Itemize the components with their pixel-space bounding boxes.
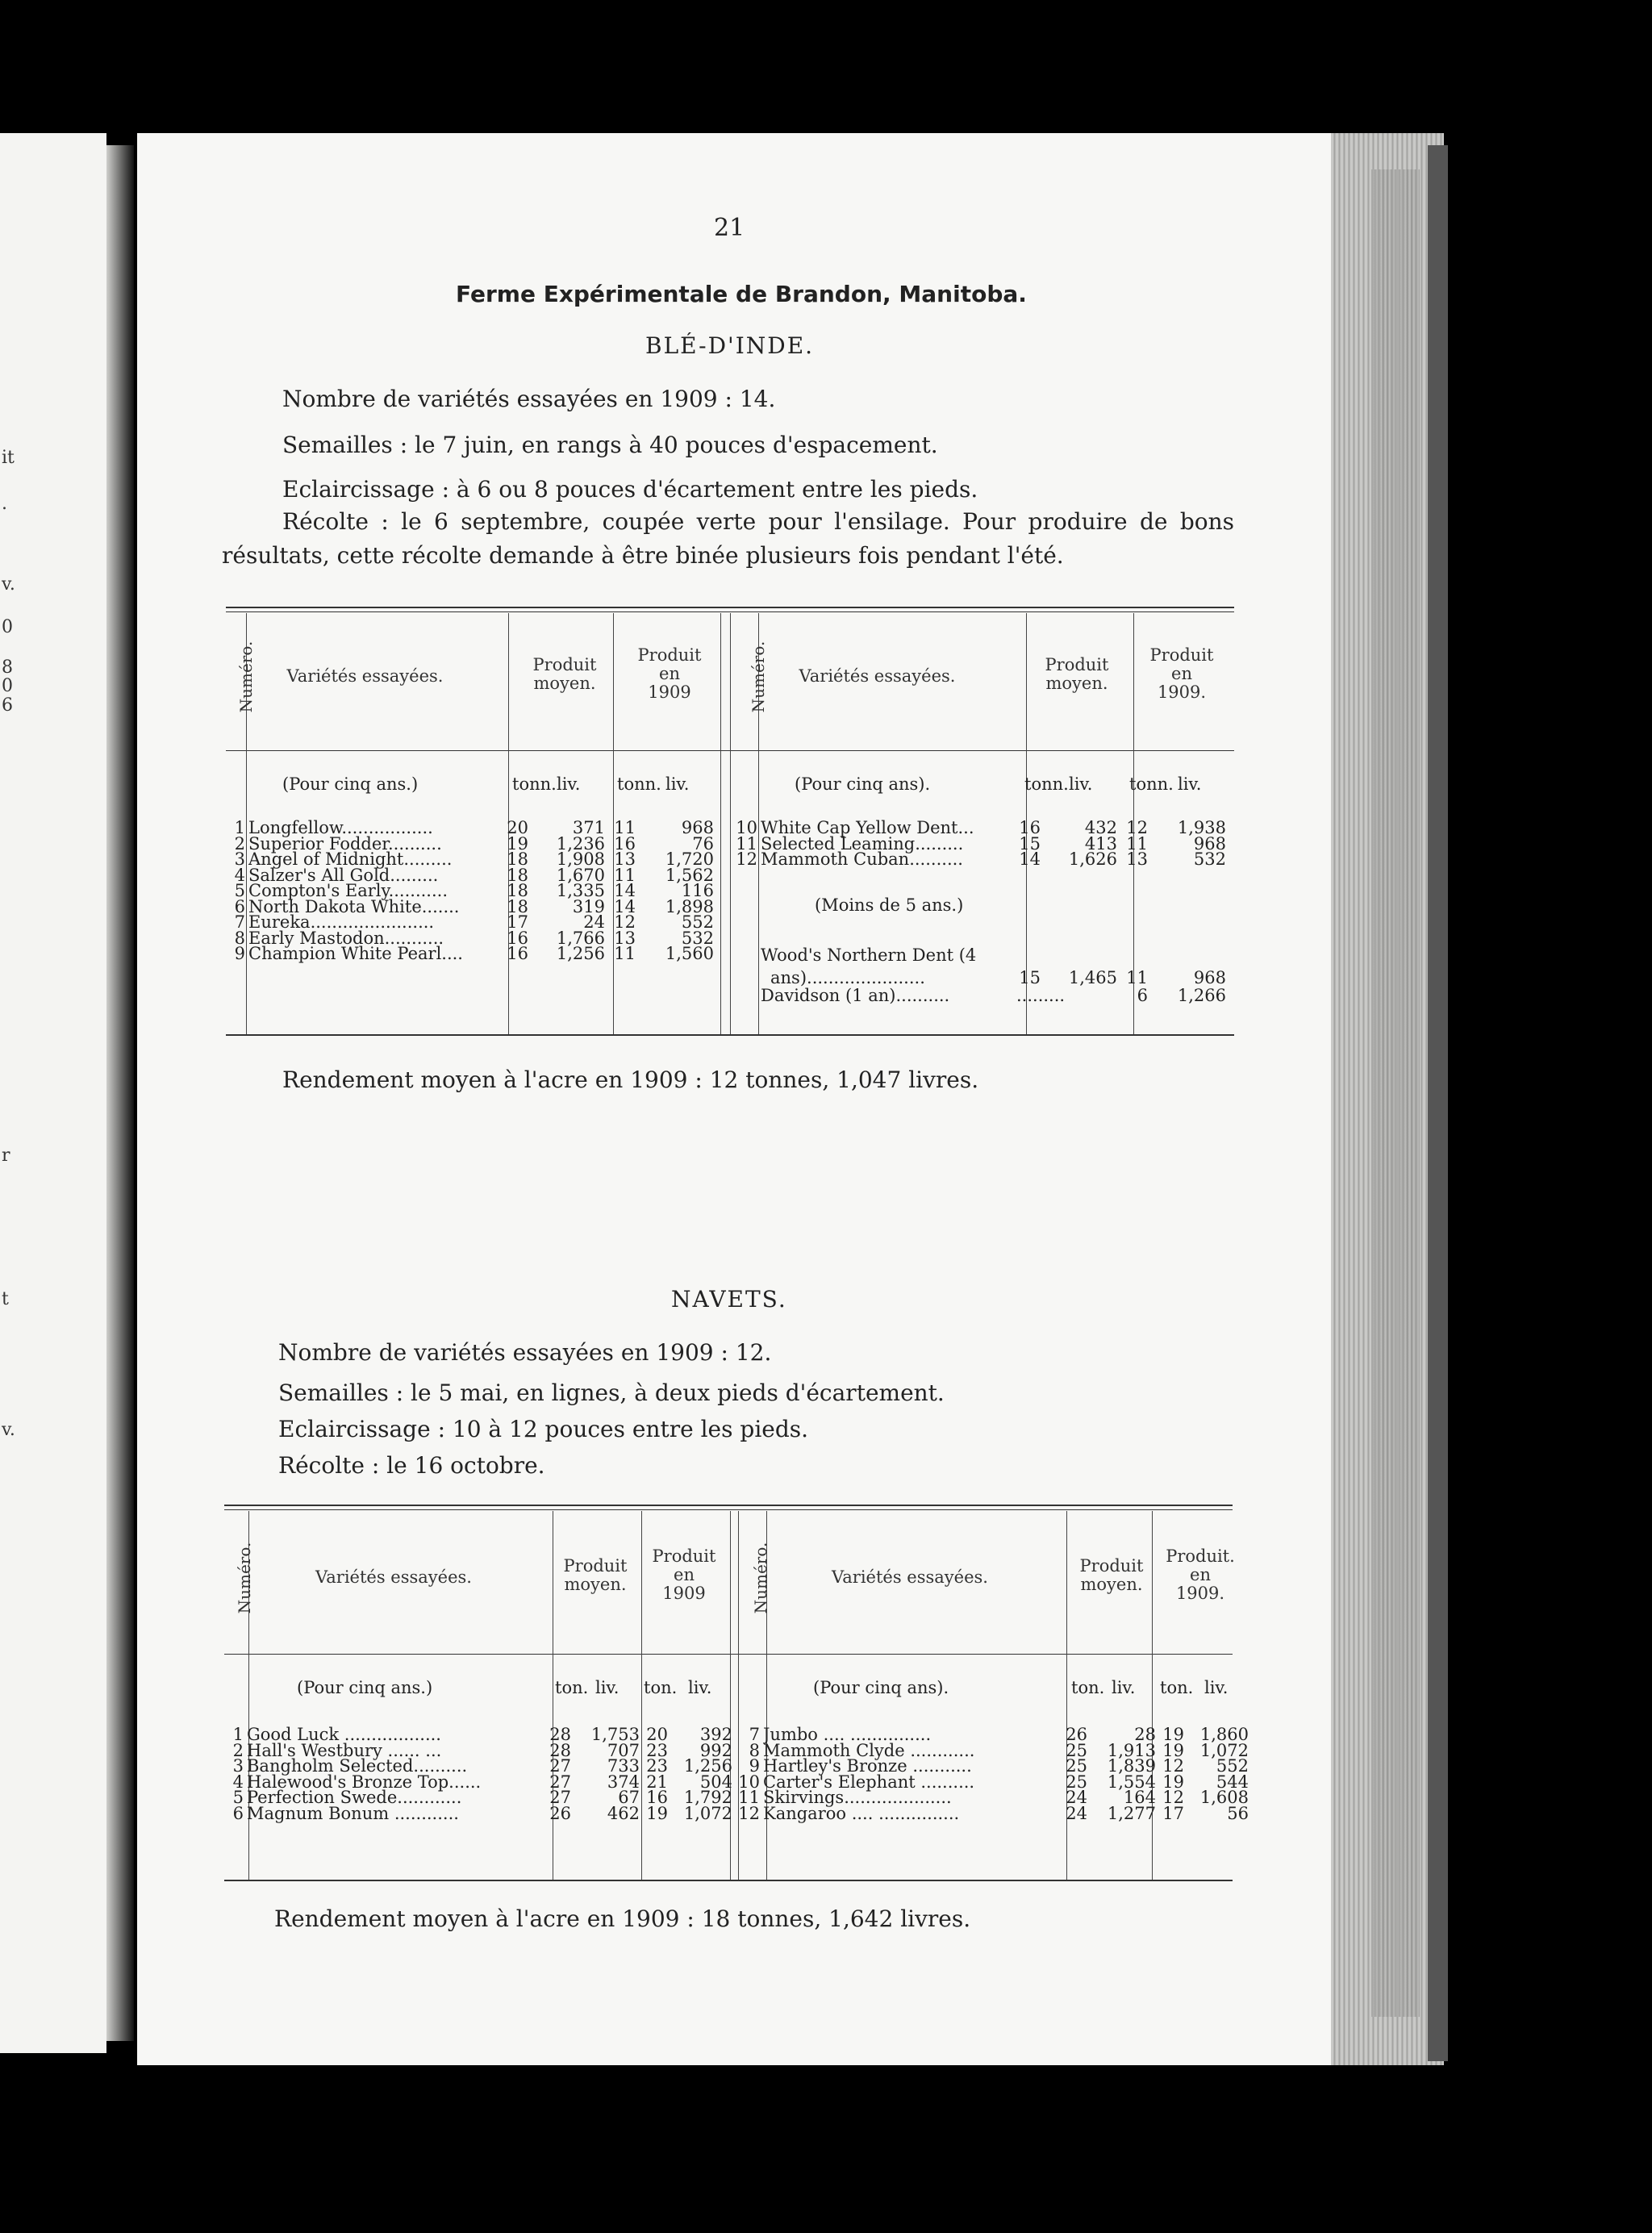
facing-page-fragment: t (2, 1289, 9, 1309)
mean-tons: 19 (507, 833, 528, 854)
header-line: 1909. (1157, 682, 1207, 703)
header-line: 1909 (662, 1583, 706, 1603)
yield-tons: 11 (614, 818, 636, 837)
yield-pounds: 1,938 (1177, 818, 1226, 837)
mean-pounds: 1,554 (1107, 1772, 1156, 1792)
yield-tons: 13 (614, 928, 636, 948)
column-header-numero: Numéro. (749, 641, 768, 713)
yield-tons: 12 (614, 912, 636, 932)
unit-label: liv. (1178, 774, 1202, 794)
unit-label: liv. (1069, 774, 1093, 794)
yield-pounds: 1,072 (1199, 1740, 1249, 1760)
column-divider (730, 613, 731, 1034)
variety-name: Longfellow................. (248, 818, 433, 837)
mean-tons: 24 (1066, 1788, 1087, 1807)
variety-name: Carter's Elephant .......... (763, 1772, 975, 1792)
yield-tons: 12 (1126, 818, 1148, 837)
yield-tons: 12 (1162, 1788, 1184, 1807)
yield-pounds: 504 (699, 1772, 732, 1792)
corn-paragraph: Récolte : le 6 septembre, coupée verte pour l'ensilage. Pour produire de bons (282, 508, 1234, 535)
mean-pounds: 28 (1134, 1725, 1156, 1744)
yield-tons: 21 (646, 1772, 668, 1792)
row-number: 4 (234, 865, 245, 885)
mean-pounds: 1,335 (556, 881, 605, 900)
header-line: Produit (652, 1546, 716, 1566)
mean-tons: 16 (1019, 818, 1041, 837)
unit-label: liv. (688, 1678, 712, 1697)
table-top-rule (224, 1505, 1233, 1506)
column-header-produit-1909 (621, 646, 718, 702)
yield-pounds: 392 (699, 1725, 732, 1744)
yield-tons: 17 (1162, 1803, 1184, 1823)
mean-pounds: 1,839 (1107, 1756, 1156, 1776)
unit-label: tonn. (1024, 774, 1069, 794)
mean-tons: 18 (507, 881, 528, 900)
mean-tons: 18 (507, 865, 528, 885)
header-line: Produit (1149, 645, 1214, 665)
variety-name: Magnum Bonum ............ (247, 1803, 459, 1823)
row-number: 10 (736, 818, 757, 837)
mean-pounds: 1,256 (556, 944, 605, 963)
variety-name: Davidson (1 an).......... (761, 986, 950, 1005)
yield-pounds: 56 (1227, 1803, 1249, 1823)
row-number: 1 (232, 1725, 244, 1744)
mean-pounds: 1,670 (556, 865, 605, 885)
yield-pounds: 1,072 (683, 1803, 732, 1823)
header-line: Produit (1079, 1555, 1144, 1576)
mean-pounds: 1,465 (1068, 968, 1117, 987)
variety-name: White Cap Yellow Dent... (761, 818, 974, 837)
variety-name: Salzer's All Gold......... (248, 865, 439, 885)
yield-pounds: 968 (1193, 968, 1226, 987)
corn-section-title: BLÉ-D'INDE. (645, 332, 815, 359)
header-line: en (674, 1564, 695, 1584)
subnote: (Pour cinq ans.) (297, 1678, 433, 1697)
header-line: moyen. (533, 674, 596, 694)
yield-tons: 13 (614, 849, 636, 869)
yield-pounds: 1,266 (1177, 986, 1226, 1005)
yield-tons: 11 (1126, 968, 1148, 987)
yield-tons: 20 (646, 1725, 668, 1744)
yield-tons: 23 (646, 1740, 668, 1760)
header-line: Produit. (1166, 1546, 1235, 1566)
yield-pounds: 1,560 (665, 944, 714, 963)
yield-pounds: 1,608 (1199, 1788, 1249, 1807)
mean-tons: 15 (1019, 833, 1041, 854)
variety-name: Kangaroo .... ............... (763, 1803, 960, 1823)
mean-tons: 18 (507, 849, 528, 869)
subnote: (Pour cinq ans.) (282, 774, 419, 794)
variety-name: Mammoth Clyde ............ (763, 1740, 975, 1760)
unit-label: liv. (665, 774, 690, 794)
yield-pounds: 552 (1216, 1756, 1249, 1776)
unit-label: liv. (1204, 1678, 1229, 1697)
yield-tons: 19 (1162, 1725, 1184, 1744)
mean-pounds: 733 (607, 1756, 640, 1776)
mean-pounds: 1,753 (590, 1725, 640, 1744)
mean-tons: 14 (1019, 849, 1041, 869)
table-top-rule (226, 611, 1234, 612)
yield-pounds: 968 (681, 818, 714, 837)
yield-pounds: 968 (1193, 833, 1226, 854)
variety-name: Bangholm Selected.......... (247, 1756, 468, 1776)
header-line: 1909 (648, 682, 691, 703)
header-line: moyen. (1045, 674, 1108, 694)
variety-name: Skirvings.................... (763, 1788, 952, 1807)
facing-page-edge (0, 133, 106, 2053)
mean-tons: 25 (1066, 1756, 1087, 1776)
book-cover-edge (1428, 145, 1448, 2061)
facing-page-fragment: it (2, 448, 15, 468)
yield-tons: 19 (1162, 1772, 1184, 1792)
book-gutter (106, 145, 134, 2041)
header-line: moyen. (564, 1574, 627, 1594)
corn-paragraph: Semailles : le 7 juin, en rangs à 40 pouces d'espacement. (282, 432, 938, 458)
corn-paragraph: résultats, cette récolte demande à être binée plusieurs fois pendant l'été. (222, 542, 1064, 569)
subnote: (Pour cinq ans). (813, 1678, 949, 1697)
row-number: 6 (234, 896, 245, 916)
yield-pounds: 116 (681, 881, 714, 900)
row-number: 4 (232, 1772, 244, 1792)
mean-pounds: 67 (618, 1788, 640, 1807)
header-line: en (1171, 664, 1192, 684)
header-line: moyen. (1080, 1574, 1143, 1594)
mean-pounds: 1,626 (1068, 849, 1117, 869)
dot-leader: ......... (1016, 986, 1066, 1005)
yield-tons: 19 (646, 1803, 668, 1823)
turnip-paragraph: Semailles : le 5 mai, en lignes, à deux pieds d'écartement. (278, 1379, 945, 1406)
table-bottom-rule (224, 1880, 1233, 1881)
yield-pounds: 552 (681, 912, 714, 932)
facing-page-fragment: v. (2, 574, 15, 595)
row-number: 1 (234, 818, 245, 837)
yield-tons: 11 (614, 944, 636, 963)
mean-tons: 27 (549, 1756, 571, 1776)
header-line: Produit (1045, 655, 1109, 674)
mean-tons: 17 (507, 912, 528, 932)
table-top-rule (226, 607, 1234, 608)
mean-tons: 27 (549, 1772, 571, 1792)
turnip-paragraph: Nombre de variétés essayées en 1909 : 12. (278, 1339, 772, 1366)
variety-name: Champion White Pearl.... (248, 944, 463, 963)
mean-pounds: 374 (607, 1772, 640, 1792)
mean-pounds: 432 (1084, 818, 1117, 837)
variety-name: Jumbo .... ............... (763, 1725, 932, 1744)
unit-label: liv. (1112, 1678, 1136, 1697)
mean-pounds: 1,908 (556, 849, 605, 869)
yield-tons: 11 (614, 865, 636, 885)
corn-paragraph: Eclaircissage : à 6 ou 8 pouces d'écartement entre les pieds. (282, 476, 978, 503)
column-divider (720, 613, 721, 1034)
mean-tons: 26 (549, 1803, 571, 1823)
column-header-produit-moyen (551, 1557, 640, 1594)
yield-tons: 11 (1126, 833, 1148, 854)
column-header-numero: Numéro. (235, 1542, 254, 1613)
page-heading: Ferme Expérimentale de Brandon, Manitoba. (456, 281, 1027, 307)
table-bottom-rule (226, 1034, 1234, 1036)
yield-tons: 13 (1126, 849, 1148, 869)
variety-name: Selected Leaming......... (761, 833, 964, 854)
column-divider (738, 1511, 739, 1880)
facing-page-fragment: 0 (2, 617, 13, 637)
facing-page-fragment: 6 (2, 695, 13, 716)
row-number: 2 (234, 833, 245, 854)
column-header-numero: Numéro. (751, 1542, 770, 1613)
row-number: 11 (736, 833, 757, 854)
variety-name: Good Luck .................. (247, 1725, 441, 1744)
yield-pounds: 1,256 (683, 1756, 732, 1776)
header-line: Produit (637, 645, 702, 665)
column-header-produit-moyen (516, 656, 613, 693)
mean-pounds: 1,236 (556, 833, 605, 854)
turnip-paragraph: Récolte : le 16 octobre. (278, 1452, 545, 1479)
column-divider (730, 1511, 731, 1880)
variety-name: Hall's Westbury ...... ... (247, 1740, 442, 1760)
column-header-varietes: Variétés essayées. (315, 1567, 472, 1587)
row-number: 7 (234, 912, 245, 932)
variety-name: Hartley's Bronze ........... (763, 1756, 972, 1776)
column-header-varietes: Variétés essayées. (286, 666, 444, 686)
mean-pounds: 319 (572, 896, 605, 916)
page-number: 21 (714, 214, 745, 242)
unit-label: ton. (644, 1678, 678, 1697)
turnip-yield-line: Rendement moyen à l'acre en 1909 : 18 tonnes, 1,642 livres. (274, 1905, 971, 1932)
row-number: 2 (232, 1740, 244, 1760)
facing-page-fragment: r (2, 1146, 10, 1166)
variety-name: Halewood's Bronze Top...... (247, 1772, 482, 1792)
mean-tons: 27 (549, 1788, 571, 1807)
unit-label: tonn. (1129, 774, 1174, 794)
mean-pounds: 707 (607, 1740, 640, 1760)
yield-pounds: 1,792 (683, 1788, 732, 1807)
mean-tons: 15 (1019, 968, 1041, 987)
yield-tons: 23 (646, 1756, 668, 1776)
corn-yield-line: Rendement moyen à l'acre en 1909 : 12 tonnes, 1,047 livres. (282, 1066, 979, 1093)
column-header-produit-moyen (1067, 1557, 1156, 1594)
row-number: 12 (736, 849, 757, 869)
mean-tons: 24 (1066, 1803, 1087, 1823)
column-header-varietes: Variétés essayées. (832, 1567, 988, 1587)
mean-tons: 25 (1066, 1740, 1087, 1760)
unit-label: liv. (557, 774, 581, 794)
row-number: 9 (749, 1756, 760, 1776)
mean-tons: 20 (507, 818, 528, 837)
mean-tons: 25 (1066, 1772, 1087, 1792)
mean-tons: 28 (549, 1725, 571, 1744)
turnip-paragraph: Eclaircissage : 10 à 12 pouces entre les pieds. (278, 1416, 809, 1442)
yield-tons: 14 (614, 896, 636, 916)
row-number: 3 (232, 1756, 244, 1776)
facing-page-fragment: 0 (2, 676, 13, 696)
unit-label: liv. (595, 1678, 620, 1697)
row-number: 8 (234, 928, 245, 948)
facing-page-fragment: v. (2, 1420, 15, 1440)
yield-tons: 19 (1162, 1740, 1184, 1760)
header-line: Produit (532, 655, 597, 674)
unit-label: ton. (1071, 1678, 1105, 1697)
header-line: 1909. (1175, 1583, 1225, 1603)
yield-pounds: 1,898 (665, 896, 714, 916)
row-number: 7 (749, 1725, 760, 1744)
column-header-produit-1909 (1156, 1547, 1245, 1603)
page-stack-shadow (1371, 169, 1420, 2017)
row-number: 3 (234, 849, 245, 869)
column-header-numero: Numéro. (236, 641, 256, 713)
yield-pounds: 76 (692, 833, 714, 854)
header-line: en (1190, 1564, 1211, 1584)
unit-label: ton. (555, 1678, 589, 1697)
variety-name: Compton's Early........... (248, 881, 448, 900)
mean-pounds: 1,766 (556, 928, 605, 948)
row-number: 12 (738, 1803, 760, 1823)
row-number: 8 (749, 1740, 760, 1760)
mean-tons: 28 (549, 1740, 571, 1760)
row-number: 11 (738, 1788, 760, 1807)
variety-name: Angel of Midnight......... (248, 849, 453, 869)
mean-pounds: 371 (572, 818, 605, 837)
yield-pounds: 992 (699, 1740, 732, 1760)
variety-name: Eureka....................... (248, 912, 435, 932)
subnote: (Pour cinq ans). (795, 774, 931, 794)
mean-pounds: 1,913 (1107, 1740, 1156, 1760)
yield-pounds: 532 (681, 928, 714, 948)
mean-pounds: 164 (1123, 1788, 1156, 1807)
yield-pounds: 532 (1193, 849, 1226, 869)
row-number: 5 (232, 1788, 244, 1807)
header-line: Produit (563, 1555, 628, 1576)
variety-name: North Dakota White....... (248, 896, 460, 916)
column-header-produit-1909 (1133, 646, 1230, 702)
mean-pounds: 24 (583, 912, 605, 932)
mean-tons: 18 (507, 896, 528, 916)
row-number: 10 (738, 1772, 760, 1792)
mean-pounds: 413 (1084, 833, 1117, 854)
mean-tons: 16 (507, 928, 528, 948)
table-header-rule (224, 1654, 1233, 1655)
yield-pounds: 544 (1216, 1772, 1249, 1792)
yield-pounds: 1,562 (665, 865, 714, 885)
yield-tons: 6 (1137, 986, 1148, 1005)
row-number: 9 (234, 944, 245, 963)
variety-name: ans)...................... (770, 968, 925, 987)
mean-pounds: 462 (607, 1803, 640, 1823)
mean-pounds: 1,277 (1107, 1803, 1156, 1823)
unit-label: ton. (1160, 1678, 1194, 1697)
yield-pounds: 1,860 (1199, 1725, 1249, 1744)
mean-tons: 16 (507, 944, 528, 963)
variety-name: Early Mastodon........... (248, 928, 444, 948)
column-header-produit-1909 (640, 1547, 728, 1603)
header-line: en (659, 664, 680, 684)
variety-name: Mammoth Cuban.......... (761, 849, 963, 869)
variety-name: Perfection Swede............ (247, 1788, 462, 1807)
mean-tons: 26 (1066, 1725, 1087, 1744)
right-subheading: (Moins de 5 ans.) (815, 895, 964, 915)
variety-name: Superior Fodder.......... (248, 833, 442, 854)
yield-tons: 16 (646, 1788, 668, 1807)
yield-pounds: 1,720 (665, 849, 714, 869)
corn-paragraph: Nombre de variétés essayées en 1909 : 14. (282, 386, 776, 412)
variety-name: Wood's Northern Dent (4 (761, 945, 977, 965)
yield-tons: 12 (1162, 1756, 1184, 1776)
column-header-varietes: Variétés essayées. (799, 666, 956, 686)
unit-label: tonn. (617, 774, 661, 794)
row-number: 5 (234, 881, 245, 900)
table-top-rule (224, 1509, 1233, 1510)
yield-tons: 16 (614, 833, 636, 854)
facing-page-fragment: 8 (2, 657, 13, 678)
column-header-produit-moyen (1028, 656, 1125, 693)
turnip-section-title: NAVETS. (671, 1286, 787, 1313)
facing-page-fragment: . (2, 494, 7, 514)
unit-label: tonn. (512, 774, 557, 794)
row-number: 6 (232, 1803, 244, 1823)
yield-tons: 14 (614, 881, 636, 900)
